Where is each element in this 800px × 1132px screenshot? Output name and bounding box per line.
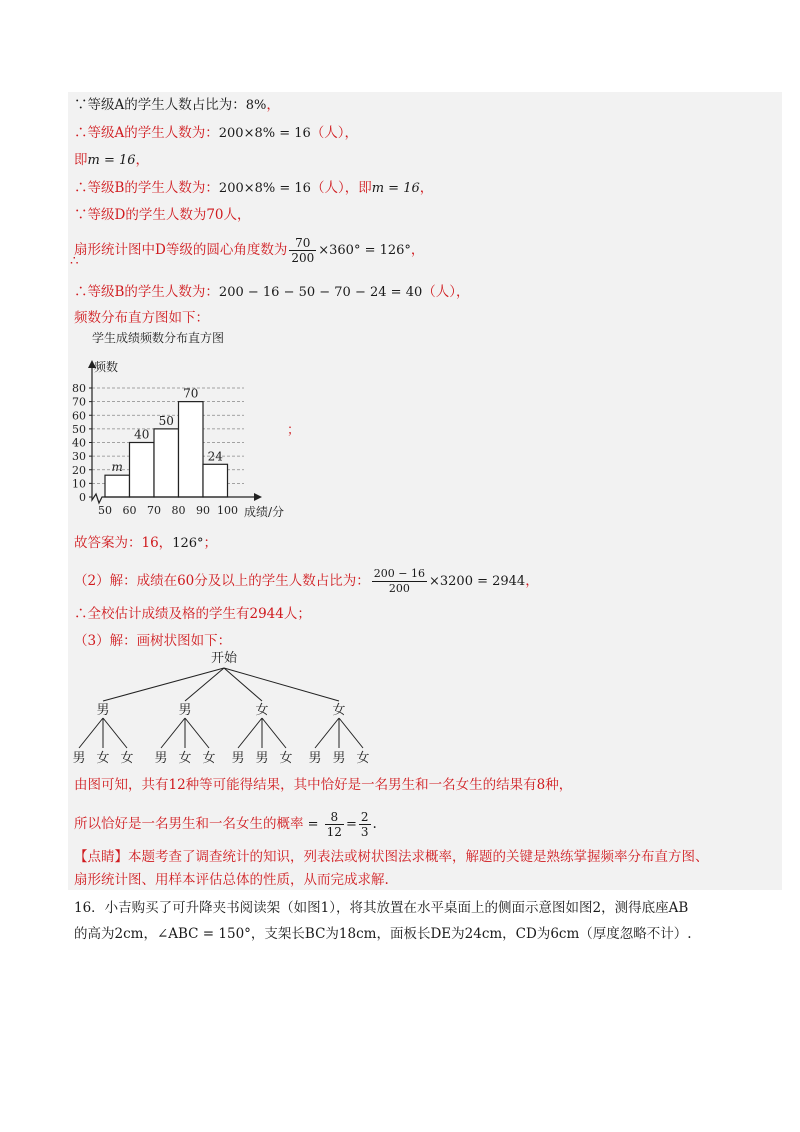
tree-node: 男 <box>96 703 110 718</box>
y-tick-label: 50 <box>72 422 86 436</box>
text: 即 <box>74 152 88 168</box>
tree-leaf: 男 <box>308 751 322 766</box>
fraction-8-12 <box>325 810 344 839</box>
denominator: 12 <box>326 825 342 839</box>
text: （3）解：画树状图如下： <box>74 633 232 649</box>
text: ∵等级A的学生人数占比为： <box>74 97 246 113</box>
y-axis-label: 频数 <box>94 360 119 374</box>
line-comment-2 <box>74 871 389 889</box>
punct: ， <box>525 573 539 589</box>
math: ×3200 = 2944 <box>428 574 526 589</box>
branch <box>238 718 262 748</box>
numerator: 2 <box>360 810 369 824</box>
x-tick-label: 70 <box>147 504 161 517</box>
x-axis-label: 成绩/分 <box>244 505 285 519</box>
text: ∴等级A的学生人数为： <box>74 125 219 141</box>
branch <box>103 718 127 748</box>
y-tick-label: 20 <box>72 463 86 477</box>
tree-leaf: 女 <box>202 751 216 766</box>
tree-leaf: 女 <box>356 751 370 766</box>
text: ∵等级D的学生人数为70人， <box>74 207 251 223</box>
math: m = 16 <box>87 153 136 168</box>
x-tick-label: 60 <box>122 504 137 517</box>
text: （2）解：成绩在60分及以上的学生人数占比为： <box>74 573 370 589</box>
numerator: 200 − 16 <box>373 567 425 580</box>
text: ∴ <box>70 253 79 269</box>
text: ∴等级B的学生人数为： <box>74 284 219 300</box>
tree-leaf: 男 <box>332 751 346 766</box>
bar-label: 70 <box>183 386 199 401</box>
tree-leaf: 女 <box>120 751 134 766</box>
tree-node: 女 <box>255 703 269 718</box>
text: 所以恰好是一名男生和一名女生的概率 <box>74 816 304 832</box>
y-tick-label: 60 <box>72 409 86 423</box>
text: 由图可知，共有12种等可能得结果，其中恰好是一名男生和一名女生的结果有8种， <box>74 777 573 793</box>
text: 频数分布直方图如下： <box>74 310 209 326</box>
branch <box>339 718 363 748</box>
tree-leaf: 女 <box>178 751 192 766</box>
unit: （人）， <box>422 284 470 300</box>
branch <box>103 668 224 701</box>
tree-leaf: 男 <box>154 751 168 766</box>
text: 【点睛】本题考查了调查统计的知识，列表法或树状图法求概率，解题的关键是熟练掌握频率分布直方图、 <box>74 849 709 865</box>
chart-title: 学生成绩频数分布直方图 <box>92 331 225 345</box>
denominator: 200 <box>388 582 410 595</box>
math: ×360° = 126° <box>318 243 411 258</box>
branch <box>79 718 103 748</box>
branch <box>161 718 185 748</box>
branch <box>262 718 286 748</box>
math: m = 16 <box>371 181 420 196</box>
y-tick-label: 70 <box>72 395 86 409</box>
semicolon: ； <box>287 423 301 438</box>
line-comment-1 <box>74 848 709 866</box>
math: 200 − 16 − 50 − 70 − 24 = 40 <box>218 285 423 300</box>
text: 故答案为：16， <box>74 535 173 551</box>
math: 126° <box>172 536 204 551</box>
line-result <box>74 776 572 794</box>
x-tick-label: 80 <box>171 504 186 517</box>
tree-leaf: 女 <box>96 751 110 766</box>
numerator: 70 <box>289 236 316 251</box>
text: 扇形统计图中D等级的圆心角度数为 <box>74 242 288 258</box>
bar-label: 24 <box>207 449 223 464</box>
bar-label: m <box>111 460 123 475</box>
y-tick-label: 40 <box>72 436 86 450</box>
y-tick-label: 30 <box>72 450 86 464</box>
punct: ， <box>410 242 425 258</box>
punct: . <box>372 816 377 832</box>
line-probability <box>74 810 377 839</box>
math: 200×8% = 16 <box>218 126 311 141</box>
tree-node: 男 <box>178 703 192 718</box>
text: 扇形统计图、用样本评估总体的性质，从而完成求解. <box>74 872 389 888</box>
math: 200×8% = 16 <box>218 181 311 196</box>
tree-branches <box>79 668 363 748</box>
punct: ， <box>266 97 280 113</box>
fraction-2-3 <box>359 810 371 839</box>
tree-labels <box>72 651 369 766</box>
x-tick-label: 50 <box>98 504 112 517</box>
bar-label: 50 <box>158 413 174 428</box>
tree-leaf: 男 <box>255 751 269 766</box>
branch <box>185 718 209 748</box>
question-16-line-2: 的高为2cm，∠ABC = 150°，支架长BC为18cm，面板长DE为24cm，CD为6cm（厚度忽略不计）. <box>74 926 692 942</box>
tree-leaf: 男 <box>231 751 245 766</box>
denominator: 200 <box>291 251 315 265</box>
denominator: 3 <box>360 825 369 839</box>
branch <box>224 668 339 701</box>
punct: ； <box>203 535 218 551</box>
branch <box>315 718 339 748</box>
bar-label: 40 <box>134 427 150 442</box>
y-tick-label: 0 <box>79 491 86 504</box>
tree-leaf: 男 <box>72 751 86 766</box>
punct: ， <box>135 152 150 168</box>
y-tick-label: 10 <box>72 477 86 491</box>
tree-root: 开始 <box>210 651 238 666</box>
equals: = <box>303 817 323 832</box>
tree-leaf: 女 <box>279 751 293 766</box>
tree-node: 女 <box>332 703 346 718</box>
unit: （人）， <box>310 125 359 141</box>
unit: （人），即 <box>310 180 372 196</box>
question-16-line-1: 16．小吉购买了可升降夹书阅读架（如图1），将其放置在水平桌面上的侧面示意图如图2，测得底座AB <box>74 900 689 916</box>
text: ∴全校估计成绩及格的学生有2944人； <box>74 606 311 622</box>
equals: = <box>345 817 357 832</box>
x-tick-label: 90 <box>196 504 210 517</box>
y-tick-label: 80 <box>72 382 86 395</box>
x-tick-label: 100 <box>217 504 238 517</box>
math: 8% <box>245 98 267 113</box>
punct: ， <box>419 180 434 196</box>
numerator: 8 <box>325 810 344 825</box>
text: ∴等级B的学生人数为： <box>74 180 219 196</box>
